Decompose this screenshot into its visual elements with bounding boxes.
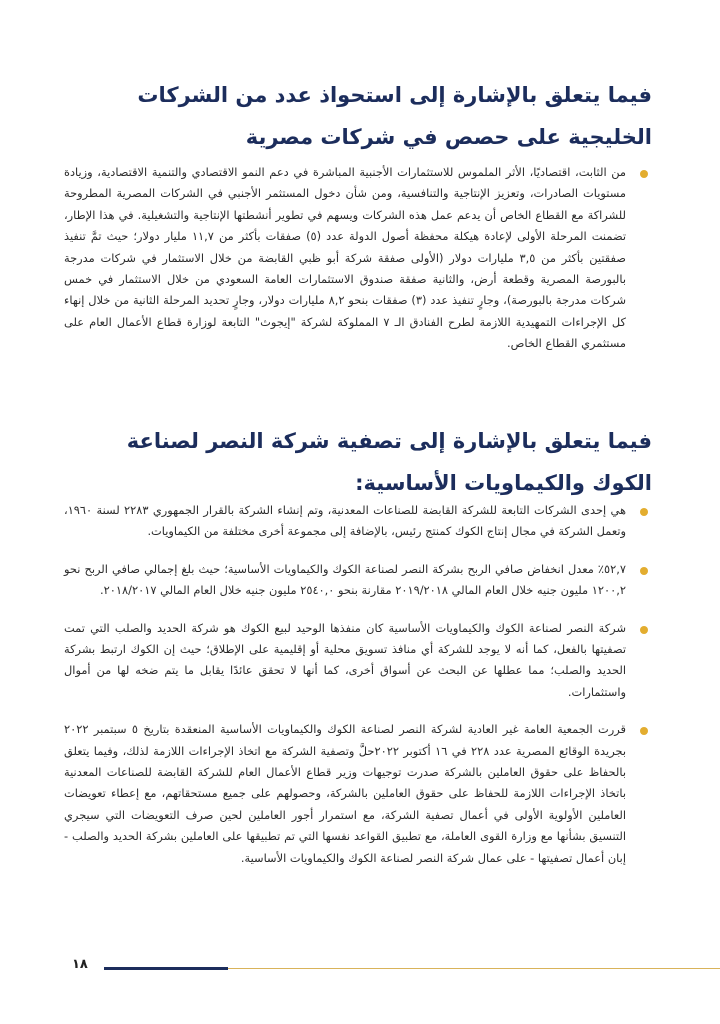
footer-accent-rule <box>104 967 228 970</box>
list-item <box>64 559 652 602</box>
paragraph: هي إحدى الشركات التابعة للشركة القابضة للصناعات المعدنية، وتم إنشاء الشركة بالقرار الجمهوري ٢٢٨٣ لسنة ١٩٦٠، وتعمل الشركة في مجال إنتاج الكوك كمنتج رئيس، بالإضافة إلى مجموعة أخرى مختلفة من الكيماويات. <box>64 503 626 539</box>
section-title-nasr-coke-liquidation: فيما يتعلق بالإشارة إلى تصفية شركة النصر لصناعة الكوك والكيماويات الأساسية: <box>126 429 652 495</box>
paragraph: قررت الجمعية العامة غير العادية لشركة النصر لصناعة الكوك والكيماويات الأساسية المنعقدة بتاريخ ٥ سبتمبر ٢٠٢٢ بجريدة الوقائع المصرية عدد ٢٢٨ في ١٦ أكتوبر ٢٠٢٢حلَّ وتصفية الشركة مع اتخاذ الإجراءات اللازمة لذلك، وفيما يتعلق بالحفاظ على حقوق العاملين بالشركة صدرت توجيهات وزير قطاع الأعمال العام للشركة القابضة للصناعات المعدنية باتخاذ الإجراءات اللازمة للحفاظ على حقوق العاملين بالشركة، وحصولهم على جميع مستحقاتهم، مع إعطاء تعويضات العاملين الأولوية الأولى في أعمال تصفية الشركة، مع استمرار أجور العاملين لحين صرف التعويضات التي سيجري التنسيق بشأنها مع وزارة القوى العاملة، مع تطبيق القواعد نفسها التي تم تطبيقها على العاملين بشركة الحديد والصلب - إبان أعمال تصفيتها - على عمال شركة النصر لصناعة الكوك والكيماويات الأساسية. <box>64 722 626 865</box>
list-item <box>64 162 652 355</box>
list-item <box>64 719 652 869</box>
bullet-dot-icon <box>640 727 648 735</box>
paragraph: شركة النصر لصناعة الكوك والكيماويات الأساسية كان منفذها الوحيد لبيع الكوك هو شركة الحديد والصلب التي تمت تصفيتها بالفعل، كما أنه لا يوجد للشركة أي منافذ تسويق محلية أو إقليمية على الإطلاق؛ حيث إن الكوك ارتبط بشركة الحديد والصلب؛ مما عطلها عن البحث عن أسواق أخرى، كما أنها لا تحقق عائدًا يقابل ما يتم ضخه لها من أموال واستثمارات. <box>64 620 626 699</box>
paragraph: من الثابت، اقتصاديًا، الأثر الملموس للاستثمارات الأجنبية المباشرة في دعم النمو الاقتصادي والتنمية الاقتصادية، وزيادة مستويات الصادرات، وتعزيز الإنتاجية والتنافسية، ومن شأن دخول المستثمر الأجنبي في الشركات المصرية المطروحة للشراكة مع القطاع الخاص أن يدعم عمل هذه الشركات ويسهم في تطوير أنشطتها الإنتاجية والتشغيلية. في هذا الإطار، تضمنت المرحلة الأولى لإعادة هيكلة محفظة أصول الدولة عدد (٥) صفقات بأكثر من ١١,٧ مليار دولار؛ حيث تمَّ تنفيذ صفقتين بأكثر من ٣,٥ مليارات دولار (الأولى صفقة شركة أبو ظبي القابضة من خلال الاستثمار في شركات مدرجة بالبورصة المصرية وقطعة أرض، والثانية صفقة صندوق الاستثمارات العامة السعودي من خلال الاستثمار في خمس شركات مدرجة بالبورصة)، وجارٍ تنفيذ عدد (٣) صفقات بنحو ٨,٢ مليارات دولار، وجارٍ تحديد المرحلة الثانية من خلال إنهاء كل الإجراءات التمهيدية اللازمة لطرح الفنادق الـ ٧ المملوكة لشركة "إيجوث" التابعة لوزارة قطاع الأعمال العام على مستثمري القطاع الخاص. <box>64 165 626 351</box>
bullet-dot-icon <box>640 567 648 575</box>
footer-rule <box>228 968 720 969</box>
section-title-gulf-acquisitions: فيما يتعلق بالإشارة إلى استحواذ عدد من الشركات الخليجية على حصص في شركات مصرية <box>137 83 652 149</box>
paragraph: ٥٢,٧٪ معدل انخفاض صافي الربح بشركة النصر لصناعة الكوك والكيماويات الأساسية؛ حيث بلغ إجمالي صافي الربح نحو ١٢٠٠,٢ مليون جنيه خلال العام المالي ٢٠١٩/٢٠١٨ مقارنة بنحو ٢٥٤٠,٠ مليون جنيه خلال العام المالي ٢٠١٨/٢٠١٧. <box>64 561 626 598</box>
list-item <box>64 500 652 543</box>
bullet-list-nasr-coke-liquidation <box>64 500 652 885</box>
page-number: ١٨ <box>72 957 88 972</box>
list-item <box>64 618 652 704</box>
bullet-dot-icon <box>640 170 648 178</box>
bullet-dot-icon <box>640 508 648 516</box>
bullet-dot-icon <box>640 626 648 634</box>
bullet-list-gulf-acquisitions <box>64 162 652 371</box>
